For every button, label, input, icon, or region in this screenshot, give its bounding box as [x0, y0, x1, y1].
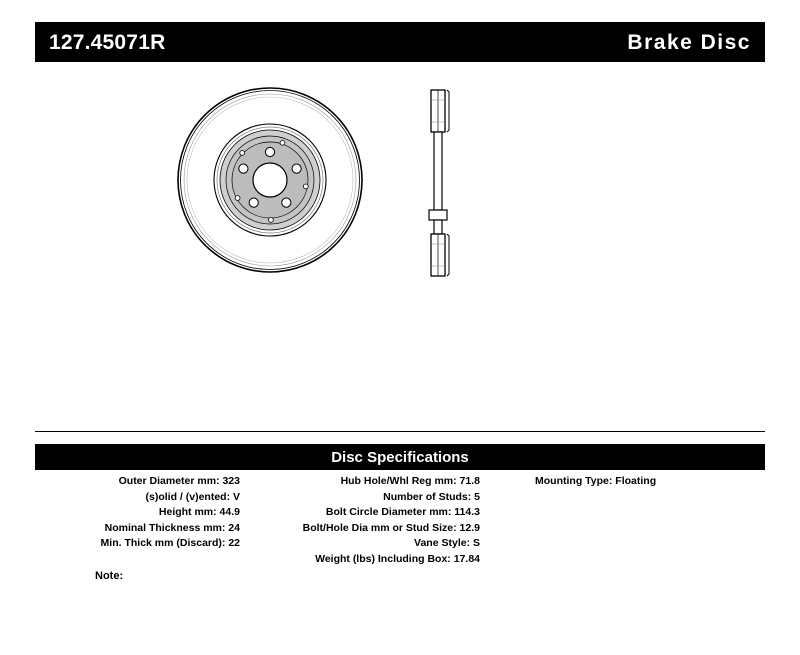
spec-item: Number of Studs: 5: [383, 490, 480, 503]
spec-title: Disc Specifications: [331, 448, 469, 466]
technical-drawing: [35, 70, 765, 430]
spec-title-bar: [35, 444, 765, 470]
spec-item: Height mm: 44.9: [158, 506, 240, 518]
spec-item: Bolt Circle Diameter mm: 114.3: [325, 506, 480, 518]
spec-item: Min. Thick mm (Discard): 22: [100, 537, 240, 549]
brake-disc-drawing-icon: [35, 70, 765, 430]
part-number: 127.45071R: [49, 30, 166, 54]
spec-item: Outer Diameter mm: 323: [118, 475, 240, 487]
note-row: [95, 570, 123, 582]
spec-item: Nominal Thickness mm: 24: [104, 521, 240, 534]
spec-item: Vane Style: S: [414, 537, 480, 549]
spec-columns: [35, 474, 765, 574]
spec-item: Hub Hole/Whl Reg mm: 71.8: [340, 475, 480, 487]
spec-column-left: [35, 474, 240, 552]
spec-item: Weight (lbs) Including Box: 17.84: [315, 552, 480, 565]
spec-item: Bolt/Hole Dia mm or Stud Size: 12.9: [302, 521, 480, 534]
spec-column-right: [535, 474, 765, 490]
note-label: Note:: [95, 570, 124, 582]
spec-item: Mounting Type: Floating: [535, 475, 657, 487]
product-type-label: Brake Disc: [627, 30, 751, 54]
spec-divider: [35, 431, 765, 432]
spec-column-middle: [250, 474, 480, 567]
header-bar: [35, 22, 765, 62]
spec-item: (s)olid / (v)ented: V: [145, 490, 240, 503]
